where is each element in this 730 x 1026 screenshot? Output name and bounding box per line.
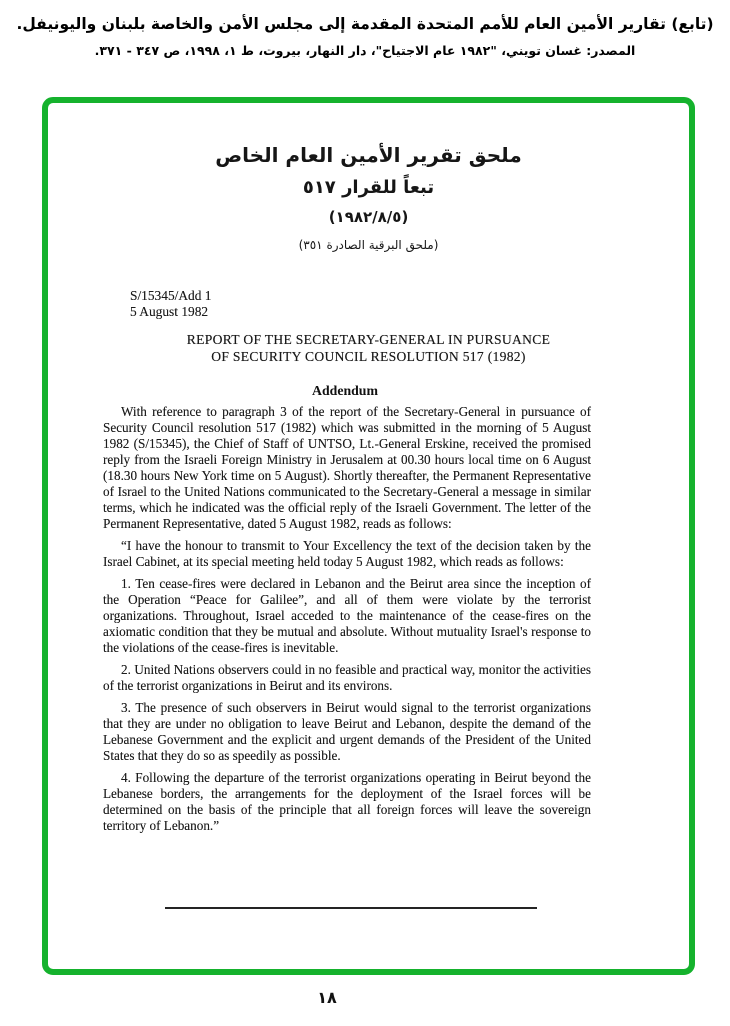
body-paragraph: 2. United Nations observers could in no feasible and practical way, monitor the activities of the terrorist organizations in Beirut and its environs. <box>103 662 591 693</box>
report-title <box>48 331 689 365</box>
body-paragraph: 1. Ten cease-fires were declared in Lebanon and the Beirut area since the inception of the Operation “Peace for Galilee”, and all of them were violate by the terrorist organizations. Throughout, Israel acceded to the maintenance of the cease-fires on the axiomatic condition that they be mutual and absolute. Without mutuality Israel's response to the violations of the cease-fires is inevitable. <box>103 576 591 655</box>
body-paragraph: 4. Following the departure of the terrorist organizations operating in Beirut beyond the Lebanese borders, the arrangements for the deployment of the Israel forces will be determined on the basis of the principle that all foreign forces will leave the sovereign territory of Lebanon.” <box>103 770 591 833</box>
body-paragraph: “I have the honour to transmit to Your Excellency the text of the decision taken by the Israel Cabinet, at its special meeting held today 5 August 1982, which reads as follows: <box>103 538 591 569</box>
annotation-frame <box>42 97 695 975</box>
addendum-heading: Addendum <box>312 383 378 398</box>
report-title-line-2: OF SECURITY COUNCIL RESOLUTION 517 (1982) <box>211 349 526 364</box>
document-body <box>103 404 591 840</box>
body-paragraph: With reference to paragraph 3 of the report of the Secretary-General in pursuance of Security Council resolution 517 (1982) which was submitted in the morning of 5 August 1982 (S/15345), the Chief of Staff of UNTSO, Lt.-General Erskine, received the promised reply from the Israeli Foreign Ministry in Jerusalem at 00.30 hours local time on 6 August (18.30 hours New York time on 5 August). Shortly thereafter, the Permanent Representative of Israel to the United Nations communicated to the Secretary-General a message in similar terms, which he indicated was the official reply of the Israeli Government. The letter of the Permanent Representative, dated 5 August 1982, reads as follows: <box>103 404 591 531</box>
document-symbol: S/15345/Add 1 <box>130 288 212 303</box>
source-header <box>0 15 730 58</box>
arabic-heading-line-1: ملحق تقرير الأمين العام الخاص <box>215 143 522 167</box>
page-number: ١٨ <box>317 988 337 1007</box>
arabic-heading-line-2: تبعاً للقرار ٥١٧ <box>302 177 435 198</box>
arabic-heading-line-4: (ملحق البرقية الصادرة ٣٥١) <box>298 238 439 252</box>
source-header-line-2: المصدر: غسان تويني، "١٩٨٢ عام الاجتياح"، دار النهار، بيروت، ط ١، ١٩٩٨، ص ٣٤٧ - ٣٧١. <box>94 43 636 58</box>
separator-rule <box>165 907 537 909</box>
report-title-line-1: REPORT OF THE SECRETARY-GENERAL IN PURSUANCE <box>186 332 551 347</box>
source-header-line-1: (تابع) تقارير الأمين العام للأمم المتحدة المقدمة إلى مجلس الأمن والخاصة بلبنان واليونيفل. <box>16 15 714 33</box>
document-reference <box>130 288 211 319</box>
arabic-heading <box>48 143 689 252</box>
arabic-heading-line-3: (١٩٨٢/٨/٥) <box>328 208 409 226</box>
body-paragraph: 3. The presence of such observers in Beirut would signal to the terrorist organizations that they are under no obligation to leave Beirut and Lebanon, despite the demand of the Lebanese Government and the explicit and urgent demands of the President of the United States that they do so as speedily as possible. <box>103 700 591 763</box>
document-date: 5 August 1982 <box>130 303 209 319</box>
